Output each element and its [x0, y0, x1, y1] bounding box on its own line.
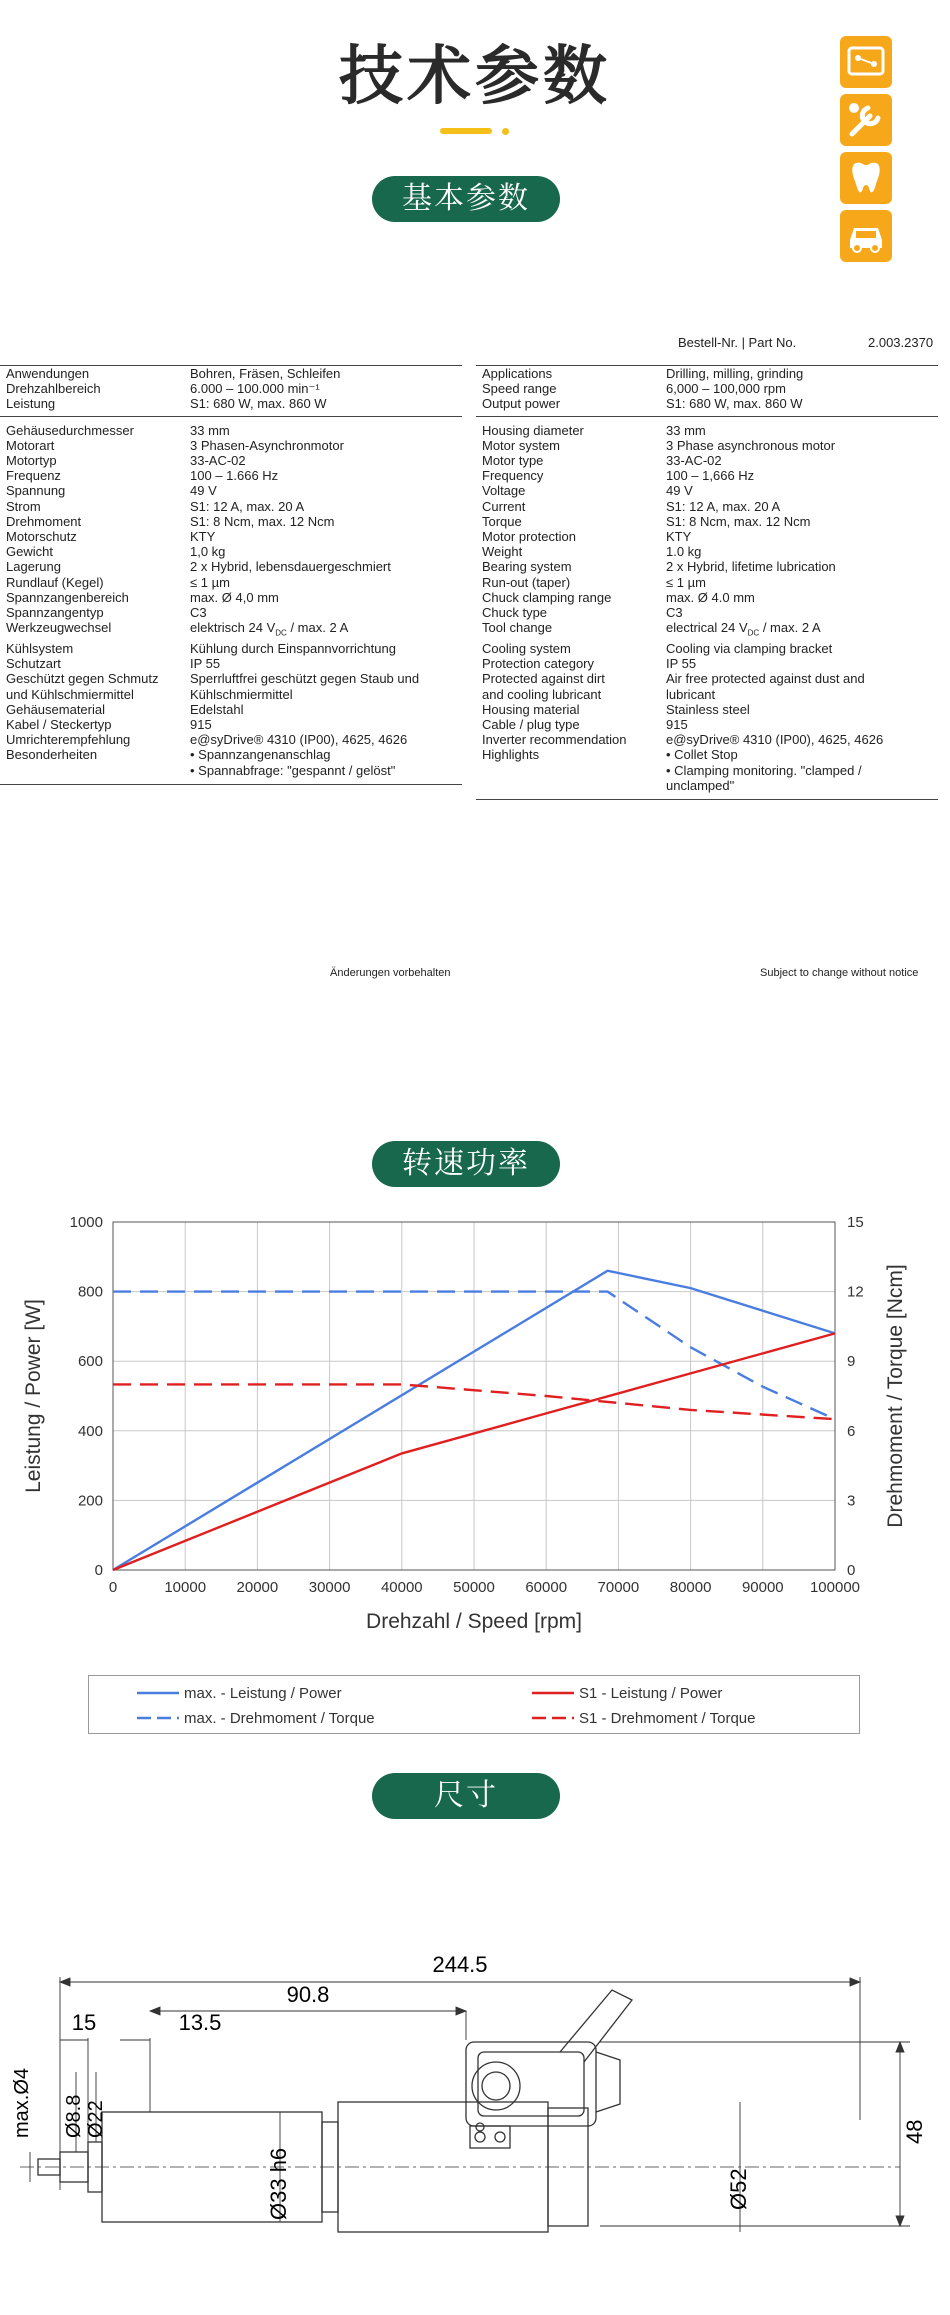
spec-value: 1.0 kg: [666, 544, 702, 560]
spec-key: Chuck type: [482, 605, 548, 621]
spec-value: 3 Phasen-Asynchronmotor: [190, 437, 344, 453]
spec-row: [0, 575, 462, 590]
spec-row: [476, 747, 938, 793]
spec-key: Gehäusedurchmesser: [6, 422, 134, 438]
spec-value: 100 – 1,666 Hz: [666, 468, 755, 484]
spec-key: Speed range: [482, 381, 557, 397]
spec-value: S1: 12 A, max. 20 A: [190, 498, 305, 514]
spec-key: Housing diameter: [482, 422, 584, 438]
spec-key: Kühlsystem: [6, 641, 74, 657]
spec-row: [0, 381, 462, 396]
de-footer: Änderungen vorbehalten: [330, 967, 451, 979]
spec-row: [0, 605, 462, 620]
dim-max-dia: max.Ø4: [11, 2067, 33, 2138]
spec-value: electrical 24 $V_{DC}$ / max. 2 A: [666, 620, 821, 638]
spec-key: Drehmoment: [6, 513, 82, 529]
chart-legend: [88, 1675, 860, 1734]
spec-row: [0, 514, 462, 529]
y-axis-label: Leistung / Power [W]: [22, 1299, 45, 1493]
dim-dia-33: Ø33 h6: [266, 2147, 291, 2220]
spec-row: [0, 396, 462, 411]
spec-row: [476, 396, 938, 411]
dim-length-b: 15: [71, 2010, 97, 2035]
spec-key: Strom: [6, 498, 41, 514]
section-pill-dims: 尺寸: [372, 1773, 560, 1819]
spec-row: [0, 747, 462, 777]
y2-tick-label: 12: [847, 1283, 864, 1301]
spec-key: Spannzangentyp: [6, 605, 104, 621]
spec-row: [476, 514, 938, 529]
spec-value: Drilling, milling, grinding: [666, 366, 804, 381]
spec-key: Frequency: [482, 468, 544, 484]
section-pill-speed: 转速功率: [372, 1141, 560, 1187]
spec-key: Run-out (taper): [482, 574, 571, 590]
spec-row: [476, 590, 938, 605]
spec-key: Kabel / Steckertyp: [6, 717, 112, 733]
spec-row: [0, 366, 462, 381]
x-tick-label: 70000: [597, 1579, 640, 1596]
spec-row: [476, 641, 938, 656]
spec-key: Chuck clamping range: [482, 589, 612, 605]
x-axis-label: Drehzahl / Speed [rpm]: [366, 1610, 582, 1633]
spec-row: [476, 529, 938, 544]
spec-key: Lagerung: [6, 559, 61, 575]
spec-key: Tool change: [482, 620, 553, 636]
x-tick-label: 50000: [453, 1579, 495, 1596]
y-tick-label: 0: [94, 1562, 103, 1579]
spec-row: [0, 423, 462, 438]
connector-block: [466, 2042, 596, 2126]
x-tick-label: 60000: [525, 1579, 568, 1596]
spec-value: ≤ 1 µm: [666, 574, 706, 590]
spec-value: IP 55: [666, 656, 697, 672]
y-tick-label: 1000: [69, 1214, 103, 1231]
car-icon[interactable]: [840, 210, 892, 262]
spec-key: Applications: [482, 366, 553, 381]
spec-value: 915: [666, 717, 688, 733]
x-tick-label: 20000: [236, 1579, 279, 1596]
dim-total-length: 244.5: [432, 1952, 488, 1977]
spec-key: Spannzangenbereich: [6, 589, 129, 605]
spec-key: Inverter recommendation: [482, 732, 627, 748]
page-title: 技术参数: [339, 40, 611, 114]
spec-column-de: [0, 365, 462, 785]
part-number-label: Bestell-Nr. | Part No.: [678, 335, 797, 350]
spec-value: max. Ø 4,0 mm: [190, 589, 279, 605]
tooth-icon[interactable]: [840, 152, 892, 204]
x-tick-label: 100000: [809, 1579, 861, 1596]
spec-value: 100 – 1.666 Hz: [190, 468, 279, 484]
spec-key: Highlights: [482, 747, 540, 763]
group-rule: [476, 416, 938, 417]
spec-value: 49 V: [666, 483, 693, 499]
spec-row: [476, 605, 938, 620]
spec-value: S1: 680 W, max. 860 W: [666, 396, 803, 412]
spec-key: Spannung: [6, 483, 66, 499]
dim-dia-8-8: Ø8.8: [63, 2094, 85, 2138]
rear-housing: [338, 2102, 548, 2232]
y2-axis-label: Drehmoment / Torque [Ncm]: [884, 1264, 907, 1528]
spec-row: [0, 620, 462, 641]
dim-dia-22: Ø22: [85, 2100, 107, 2138]
x-tick-label: 10000: [164, 1579, 207, 1596]
spec-key: Motortyp: [6, 453, 57, 469]
spec-key: Cooling system: [482, 641, 571, 657]
spec-value: 3 Phase asynchronous motor: [666, 437, 836, 453]
legend-label: max. - Leistung / Power: [184, 1685, 342, 1702]
spec-value: IP 55: [190, 656, 221, 672]
y2-tick-label: 6: [847, 1422, 856, 1440]
dim-length-a: 90.8: [286, 1982, 330, 2007]
spec-row: [0, 544, 462, 559]
spec-value: ≤ 1 µm: [190, 574, 230, 590]
y-tick-label: 600: [77, 1353, 103, 1371]
spec-table: [0, 335, 950, 995]
spec-value: Kühlung durch Einspannvorrichtung: [190, 641, 396, 657]
spec-row: [0, 438, 462, 453]
spec-row: [476, 702, 938, 717]
spec-value: Sperrluftfrei geschützt gegen Staub und Kühlschmiermittel: [190, 671, 420, 702]
dim-height-48: 48: [902, 2119, 927, 2144]
spec-value: • Collet Stop • Clamping monitoring. "clamped / unclamped": [666, 747, 862, 793]
spec-value: 33-AC-02: [190, 453, 246, 469]
legend-label: S1 - Leistung / Power: [579, 1685, 723, 1702]
spec-row: [476, 438, 938, 453]
spec-key: Besonderheiten: [6, 747, 98, 763]
legend-svg: [89, 1676, 859, 1733]
spec-row: [0, 483, 462, 498]
spec-value: 33-AC-02: [666, 453, 722, 469]
spec-row: [0, 702, 462, 717]
spec-row: [476, 544, 938, 559]
spec-key: Current: [482, 498, 526, 514]
spec-row: [476, 453, 938, 468]
spec-key: Weight: [482, 544, 523, 560]
spec-key: Motorschutz: [6, 529, 77, 545]
spec-key: Voltage: [482, 483, 526, 499]
spec-key: Werkzeugwechsel: [6, 620, 112, 636]
spec-row: [0, 468, 462, 483]
spec-value: 6,000 – 100,000 rpm: [666, 381, 786, 397]
x-tick-label: 30000: [308, 1579, 351, 1596]
spec-value: S1: 8 Ncm, max. 12 Ncm: [666, 513, 811, 529]
spec-row: [476, 717, 938, 732]
spec-row: [0, 590, 462, 605]
spec-row: [0, 671, 462, 701]
spec-value: 33 mm: [666, 422, 706, 438]
spec-key: Gewicht: [6, 544, 53, 560]
spec-value: KTY: [666, 529, 692, 545]
spec-key: Motorart: [6, 437, 55, 453]
spec-key: Gehäusematerial: [6, 701, 105, 717]
spec-row: [476, 656, 938, 671]
title-dot: [502, 128, 509, 135]
spec-value: e@syDrive® 4310 (IP00), 4625, 4626: [666, 732, 884, 748]
spec-value: Stainless steel: [666, 701, 750, 717]
spec-value: 33 mm: [190, 422, 230, 438]
spec-row: [0, 641, 462, 656]
spec-row: [0, 717, 462, 732]
spec-row: [476, 483, 938, 498]
spec-key: Motor type: [482, 453, 544, 469]
spec-value: C3: [666, 605, 683, 621]
spec-value: C3: [190, 605, 207, 621]
spec-row: [476, 559, 938, 574]
spec-key: Housing material: [482, 701, 580, 717]
table-bottom-rule: [0, 784, 462, 785]
spec-row: [0, 656, 462, 671]
spec-key: Output power: [482, 396, 561, 412]
spec-key: Schutzart: [6, 656, 61, 672]
spec-row: [0, 499, 462, 514]
dim-length-c: 13.5: [178, 2010, 222, 2035]
spec-value: max. Ø 4.0 mm: [666, 589, 755, 605]
spec-value: Air free protected against dust and lubricant: [666, 671, 865, 702]
spec-value: S1: 12 A, max. 20 A: [666, 498, 781, 514]
spec-row: [476, 732, 938, 747]
spec-value: elektrisch 24 $V_{DC}$ / max. 2 A: [190, 620, 349, 638]
chart-svg: [0, 1195, 950, 1755]
spec-row: [476, 620, 938, 641]
spec-value: e@syDrive® 4310 (IP00), 4625, 4626: [190, 732, 408, 748]
spec-row: [0, 453, 462, 468]
spec-key: Motor protection: [482, 529, 576, 545]
x-tick-label: 40000: [380, 1579, 423, 1596]
spec-key: Drehzahlbereich: [6, 381, 101, 397]
spec-key: Torque: [482, 513, 522, 529]
spec-value: 915: [190, 717, 212, 733]
dim-dia-52: Ø52: [726, 2168, 751, 2210]
spec-row: [476, 468, 938, 483]
spec-value: Cooling via clamping bracket: [666, 641, 833, 657]
y2-tick-label: 3: [847, 1492, 856, 1510]
group-rule: [0, 416, 462, 417]
spec-value: 2 x Hybrid, lifetime lubrication: [666, 559, 836, 575]
y2-tick-label: 9: [847, 1353, 856, 1371]
circuit-board-icon[interactable]: [840, 36, 892, 88]
dimension-svg: [0, 1890, 950, 2310]
spec-row: [0, 559, 462, 574]
wrench-icon[interactable]: [840, 94, 892, 146]
speed-power-chart: [0, 1195, 950, 1755]
spec-row: [0, 529, 462, 544]
part-number-value: 2.003.2370: [868, 335, 934, 350]
spec-key: Protection category: [482, 656, 595, 672]
spec-value: Edelstahl: [190, 701, 244, 717]
section-pill-basic: 基本参数: [372, 176, 560, 222]
spec-row: [476, 575, 938, 590]
spec-value: Bohren, Fräsen, Schleifen: [190, 366, 341, 381]
legend-label: max. - Drehmoment / Torque: [184, 1710, 375, 1727]
spec-key: Rundlauf (Kegel): [6, 574, 104, 590]
spec-value: 1,0 kg: [190, 544, 226, 560]
y-tick-label: 800: [77, 1283, 103, 1301]
x-tick-label: 90000: [741, 1579, 784, 1596]
spec-value: 49 V: [190, 483, 217, 499]
spec-row: [476, 366, 938, 381]
spec-value: KTY: [190, 529, 216, 545]
spec-key: Geschützt gegen Schmutz und Kühlschmiermittel: [6, 671, 159, 702]
spec-key: Motor system: [482, 437, 561, 453]
en-footer: Subject to change without notice: [760, 967, 919, 979]
table-bottom-rule: [476, 799, 938, 800]
legend-label: S1 - Drehmoment / Torque: [579, 1710, 756, 1727]
title-underline: [440, 128, 492, 134]
spec-key: Bearing system: [482, 559, 572, 575]
y-tick-label: 200: [77, 1492, 103, 1510]
spec-value: S1: 680 W, max. 860 W: [190, 396, 327, 412]
spec-key: Umrichterempfehlung: [6, 732, 131, 748]
spec-value: S1: 8 Ncm, max. 12 Ncm: [190, 513, 335, 529]
spec-value: 6.000 – 100.000 min⁻¹: [190, 381, 320, 397]
spec-row: [476, 423, 938, 438]
spec-column-en: [476, 365, 938, 800]
spec-value: 2 x Hybrid, lebensdauergeschmiert: [190, 559, 391, 575]
x-tick-label: 0: [108, 1579, 118, 1596]
y2-tick-label: 15: [847, 1214, 864, 1231]
y-tick-label: 400: [77, 1422, 103, 1440]
spec-row: [476, 671, 938, 701]
y2-tick-label: 0: [847, 1562, 856, 1579]
spec-row: [476, 381, 938, 396]
spec-value: • Spannzangenanschlag • Spannabfrage: "gespannt / gelöst": [190, 747, 396, 778]
x-tick-label: 80000: [669, 1579, 712, 1596]
spec-key: Frequenz: [6, 468, 61, 484]
spec-row: [476, 499, 938, 514]
spec-key: Leistung: [6, 396, 56, 412]
spec-row: [0, 732, 462, 747]
spec-key: Anwendungen: [6, 366, 90, 381]
spec-key: Protected against dirt and cooling lubricant: [482, 671, 605, 702]
spec-key: Cable / plug type: [482, 717, 580, 733]
dimension-drawing: [0, 1890, 950, 2310]
